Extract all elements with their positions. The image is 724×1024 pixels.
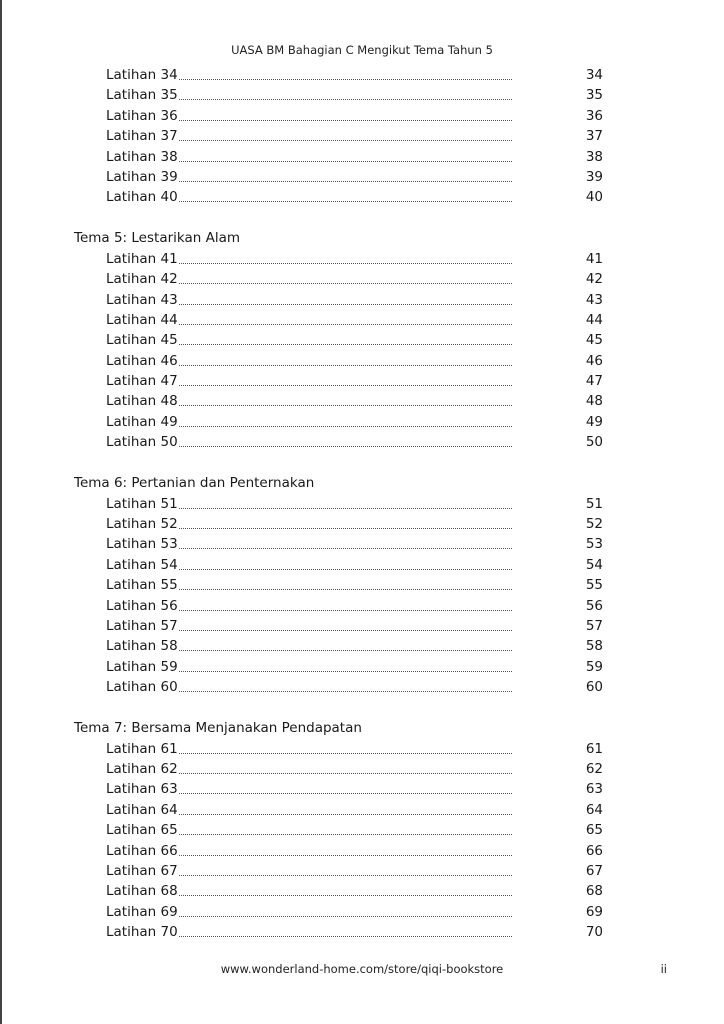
entry-page-number: 39 xyxy=(585,168,603,185)
dot-leader xyxy=(150,344,512,345)
entry-label: Latihan 55 xyxy=(106,575,179,595)
theme-heading: Tema 6: Pertanian dan Penternakan xyxy=(74,475,315,492)
toc-entry xyxy=(0,126,724,146)
toc-entry xyxy=(0,85,724,105)
entry-label: Latihan 41 xyxy=(106,249,179,269)
footer-url: www.wonderland-home.com/store/qiqi-bookstore xyxy=(220,962,504,976)
toc-entry xyxy=(0,310,724,330)
entry-page-number: 36 xyxy=(585,107,603,124)
entry-label: Latihan 44 xyxy=(106,310,179,330)
entry-label: Latihan 70 xyxy=(106,922,179,942)
entry-label: Latihan 50 xyxy=(106,432,179,452)
toc-entry xyxy=(0,534,724,554)
entry-label: Latihan 60 xyxy=(106,677,179,697)
dot-leader xyxy=(150,120,512,121)
toc-entry xyxy=(0,861,724,881)
entry-page-number: 34 xyxy=(585,67,603,83)
dot-leader xyxy=(150,589,512,590)
entry-page-number: 67 xyxy=(585,862,603,879)
section-spacer xyxy=(0,698,724,719)
entry-label: Latihan 67 xyxy=(106,861,179,881)
dot-leader xyxy=(150,650,512,651)
dot-leader xyxy=(150,201,512,202)
entry-page-number: 49 xyxy=(585,413,603,430)
entry-page-number: 61 xyxy=(585,740,603,757)
entry-page-number: 47 xyxy=(585,373,603,390)
entry-page-number: 60 xyxy=(585,679,603,696)
toc-entry xyxy=(0,596,724,616)
dot-leader xyxy=(150,283,512,284)
dot-leader xyxy=(150,895,512,896)
entry-page-number: 57 xyxy=(585,617,603,634)
dot-leader xyxy=(150,324,512,325)
entry-label: Latihan 63 xyxy=(106,779,179,799)
entry-page-number: 54 xyxy=(585,556,603,573)
toc-entry xyxy=(0,187,724,207)
dot-leader xyxy=(150,834,512,835)
toc-entry xyxy=(0,739,724,759)
entry-page-number: 62 xyxy=(585,760,603,777)
entry-page-number: 66 xyxy=(585,842,603,859)
entry-page-number: 38 xyxy=(585,148,603,165)
toc-entry xyxy=(0,575,724,595)
theme-heading: Tema 5: Lestarikan Alam xyxy=(74,230,241,247)
toc-entry xyxy=(0,657,724,677)
toc-entry xyxy=(0,167,724,187)
toc-entry xyxy=(0,106,724,126)
entry-label: Latihan 66 xyxy=(106,841,179,861)
dot-leader xyxy=(150,446,512,447)
entry-page-number: 53 xyxy=(585,536,603,553)
entry-label: Latihan 61 xyxy=(106,739,179,759)
entry-page-number: 64 xyxy=(585,801,603,818)
dot-leader xyxy=(150,79,512,80)
entry-label: Latihan 59 xyxy=(106,657,179,677)
entry-label: Latihan 53 xyxy=(106,534,179,554)
dot-leader xyxy=(150,916,512,917)
entry-page-number: 48 xyxy=(585,393,603,410)
entry-page-number: 58 xyxy=(585,638,603,655)
toc-entry xyxy=(0,922,724,942)
entry-page-number: 43 xyxy=(585,291,603,308)
dot-leader xyxy=(150,426,512,427)
entry-page-number: 41 xyxy=(585,250,603,267)
dot-leader xyxy=(150,304,512,305)
section-spacer xyxy=(0,208,724,229)
footer-page-number: ii xyxy=(660,962,667,976)
toc-entry xyxy=(0,800,724,820)
entry-page-number: 42 xyxy=(585,271,603,288)
toc-entry xyxy=(0,636,724,656)
table-of-contents xyxy=(0,65,724,942)
entry-label: Latihan 49 xyxy=(106,412,179,432)
toc-entry xyxy=(0,351,724,371)
entry-page-number: 63 xyxy=(585,781,603,798)
entry-label: Latihan 58 xyxy=(106,636,179,656)
dot-leader xyxy=(150,385,512,386)
toc-entry xyxy=(0,432,724,452)
entry-page-number: 50 xyxy=(585,434,603,451)
entry-label: Latihan 39 xyxy=(106,167,179,187)
toc-entry xyxy=(0,677,724,697)
entry-page-number: 55 xyxy=(585,577,603,594)
entry-page-number: 35 xyxy=(585,87,603,104)
toc-entry xyxy=(0,269,724,289)
toc-entry xyxy=(0,494,724,514)
toc-entry xyxy=(0,779,724,799)
dot-leader xyxy=(150,528,512,529)
toc-entry xyxy=(0,391,724,411)
dot-leader xyxy=(150,936,512,937)
entry-page-number: 68 xyxy=(585,883,603,900)
entry-page-number: 70 xyxy=(585,924,603,941)
dot-leader xyxy=(150,630,512,631)
entry-label: Latihan 48 xyxy=(106,391,179,411)
toc-entry xyxy=(0,290,724,310)
entry-label: Latihan 57 xyxy=(106,616,179,636)
entry-label: Latihan 37 xyxy=(106,126,179,146)
dot-leader xyxy=(150,365,512,366)
entry-label: Latihan 43 xyxy=(106,290,179,310)
toc-entry xyxy=(0,412,724,432)
dot-leader xyxy=(150,181,512,182)
entry-label: Latihan 46 xyxy=(106,351,179,371)
dot-leader xyxy=(150,610,512,611)
dot-leader xyxy=(150,405,512,406)
dot-leader xyxy=(150,773,512,774)
dot-leader xyxy=(150,508,512,509)
entry-label: Latihan 64 xyxy=(106,800,179,820)
toc-entry xyxy=(0,330,724,350)
dot-leader xyxy=(150,161,512,162)
entry-page-number: 69 xyxy=(585,903,603,920)
dot-leader xyxy=(150,140,512,141)
toc-entry xyxy=(0,249,724,269)
section-spacer xyxy=(0,453,724,474)
entry-page-number: 65 xyxy=(585,822,603,839)
toc-entry xyxy=(0,820,724,840)
entry-page-number: 59 xyxy=(585,658,603,675)
dot-leader xyxy=(150,569,512,570)
entry-label: Latihan 40 xyxy=(106,187,179,207)
dot-leader xyxy=(150,753,512,754)
dot-leader xyxy=(150,793,512,794)
entry-label: Latihan 42 xyxy=(106,269,179,289)
toc-entry xyxy=(0,514,724,534)
dot-leader xyxy=(150,263,512,264)
entry-page-number: 51 xyxy=(585,495,603,512)
toc-entry xyxy=(0,902,724,922)
entry-label: Latihan 51 xyxy=(106,494,179,514)
entry-label: Latihan 35 xyxy=(106,85,179,105)
entry-label: Latihan 56 xyxy=(106,596,179,616)
entry-page-number: 46 xyxy=(585,352,603,369)
toc-entry xyxy=(0,616,724,636)
entry-label: Latihan 62 xyxy=(106,759,179,779)
entry-label: Latihan 45 xyxy=(106,330,179,350)
entry-label: Latihan 36 xyxy=(106,106,179,126)
toc-entry xyxy=(0,371,724,391)
dot-leader xyxy=(150,691,512,692)
entry-label: Latihan 65 xyxy=(106,820,179,840)
entry-page-number: 56 xyxy=(585,597,603,614)
entry-label: Latihan 47 xyxy=(106,371,179,391)
toc-entry xyxy=(0,555,724,575)
entry-label: Latihan 68 xyxy=(106,881,179,901)
toc-entry xyxy=(0,147,724,167)
dot-leader xyxy=(150,671,512,672)
entry-page-number: 40 xyxy=(585,189,603,206)
entry-label: Latihan 34 xyxy=(106,65,179,85)
toc-entry xyxy=(0,65,724,85)
entry-label: Latihan 54 xyxy=(106,555,179,575)
toc-entry xyxy=(0,759,724,779)
dot-leader xyxy=(150,855,512,856)
dot-leader xyxy=(150,814,512,815)
entry-label: Latihan 69 xyxy=(106,902,179,922)
toc-entry xyxy=(0,881,724,901)
entry-label: Latihan 52 xyxy=(106,514,179,534)
toc-entry xyxy=(0,841,724,861)
dot-leader xyxy=(150,875,512,876)
entry-page-number: 44 xyxy=(585,311,603,328)
entry-label: Latihan 38 xyxy=(106,147,179,167)
page-header: UASA BM Bahagian C Mengikut Tema Tahun 5 xyxy=(231,43,493,57)
theme-heading: Tema 7: Bersama Menjanakan Pendapatan xyxy=(74,720,362,737)
entry-page-number: 37 xyxy=(585,128,603,145)
entry-page-number: 52 xyxy=(585,516,603,533)
dot-leader xyxy=(150,99,512,100)
dot-leader xyxy=(150,548,512,549)
entry-page-number: 45 xyxy=(585,332,603,349)
